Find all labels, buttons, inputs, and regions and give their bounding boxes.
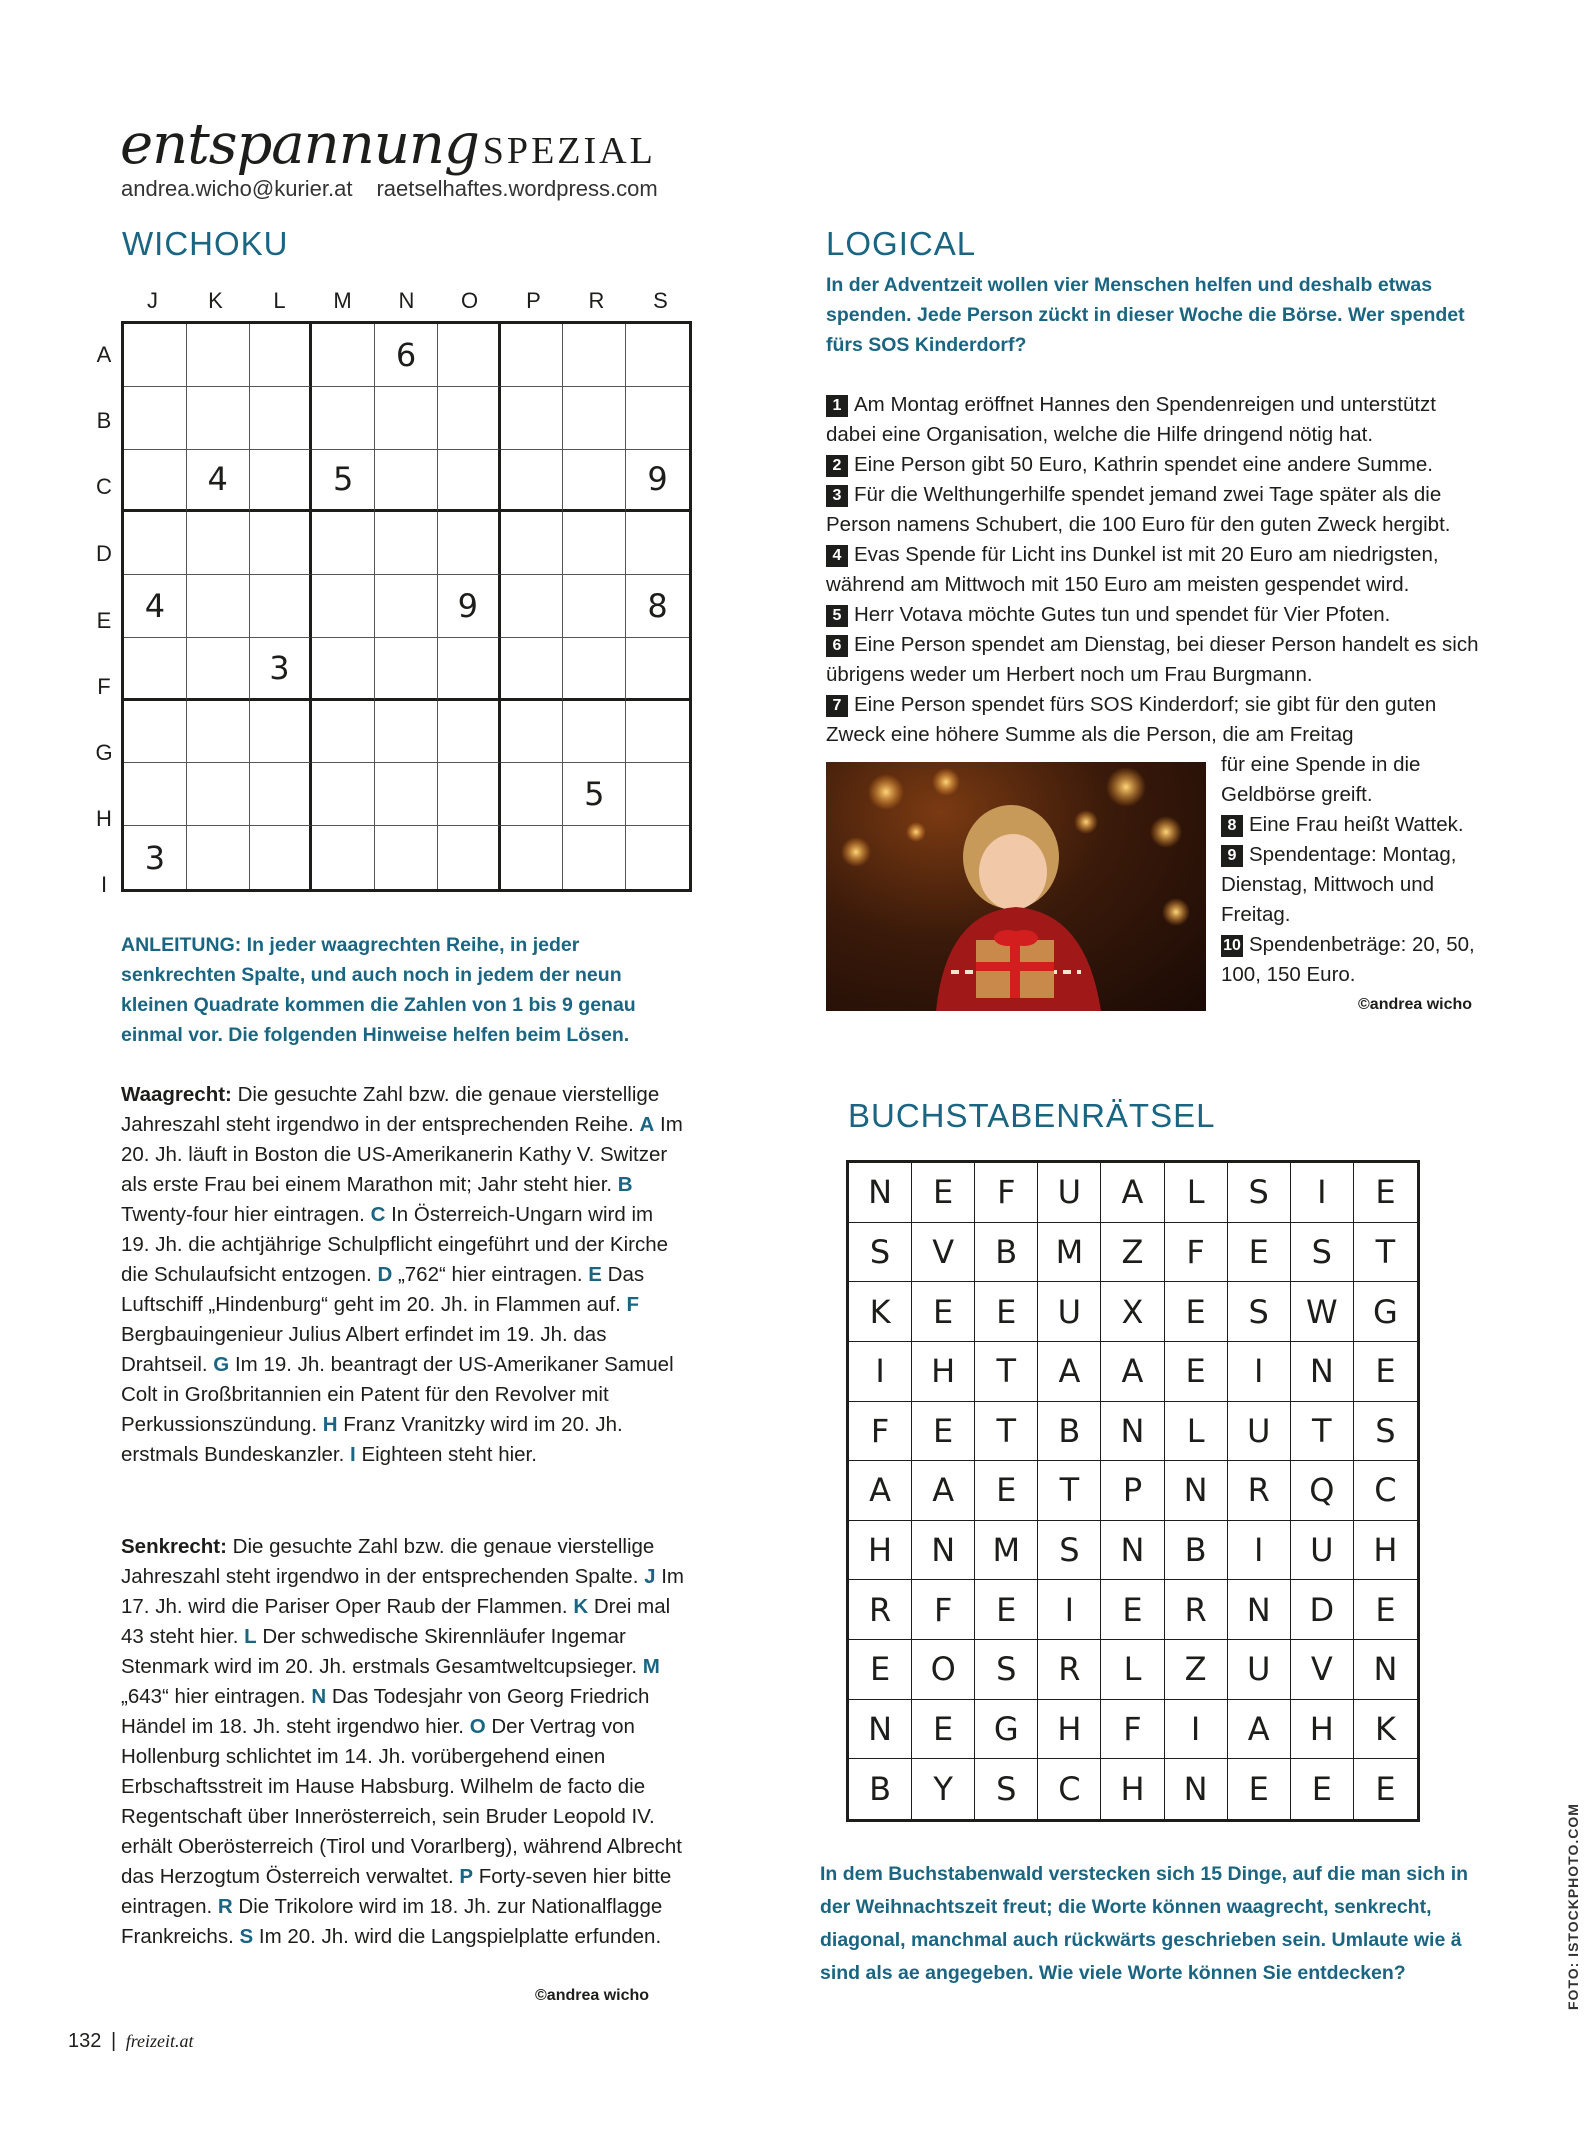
letter-cell[interactable]: Z	[1101, 1223, 1164, 1283]
clue-letter: H	[322, 1413, 338, 1436]
wichoku-grid	[121, 321, 692, 892]
letter-cell[interactable]: H	[1354, 1521, 1417, 1581]
sudoku-cell[interactable]: 5	[312, 450, 375, 513]
row-label: H	[96, 806, 112, 831]
letter-cell[interactable]: L	[1165, 1402, 1228, 1462]
hint-number: 6	[826, 635, 848, 657]
logical-hint	[826, 600, 1486, 630]
sudoku-cell[interactable]	[438, 826, 501, 889]
sudoku-cell[interactable]	[563, 450, 626, 513]
letter-cell[interactable]: T	[1354, 1223, 1417, 1283]
sudoku-cell[interactable]	[375, 701, 438, 764]
sudoku-cell[interactable]	[187, 575, 250, 638]
logical-hint	[1221, 930, 1491, 990]
hint-text: Spendenbeträge: 20, 50, 100, 150 Euro.	[1221, 933, 1475, 986]
sudoku-cell[interactable]	[187, 512, 250, 575]
sudoku-cell[interactable]	[312, 763, 375, 826]
letter-cell[interactable]: E	[975, 1461, 1038, 1521]
hint-number: 5	[826, 605, 848, 627]
clue-letter: M	[642, 1655, 660, 1678]
photo-credit: FOTO: ISTOCKPHOTO.COM	[1565, 1803, 1581, 2010]
sudoku-cell[interactable]	[563, 638, 626, 701]
hint-number: 10	[1221, 935, 1243, 957]
sudoku-cell[interactable]	[250, 826, 313, 889]
sudoku-cell[interactable]	[501, 387, 564, 450]
letter-cell[interactable]: F	[849, 1402, 912, 1462]
letter-cell[interactable]: T	[1291, 1402, 1354, 1462]
sudoku-cell[interactable]	[563, 701, 626, 764]
letter-cell[interactable]: S	[1228, 1163, 1291, 1223]
letter-cell[interactable]: S	[1038, 1521, 1101, 1581]
letter-cell[interactable]: B	[1038, 1402, 1101, 1462]
magazine-name: freizeit.at	[125, 2031, 194, 2051]
column-label: M	[333, 288, 352, 313]
sudoku-cell[interactable]: 5	[563, 763, 626, 826]
sudoku-cell[interactable]	[375, 826, 438, 889]
clue-letter: G	[213, 1353, 230, 1376]
sudoku-cell[interactable]	[187, 701, 250, 764]
letter-cell[interactable]: M	[1038, 1223, 1101, 1283]
logical-hint	[826, 630, 1486, 690]
clue-text: Drei mal 43 steht hier.	[121, 1595, 671, 1648]
letter-cell[interactable]: N	[1354, 1640, 1417, 1700]
sudoku-cell[interactable]	[438, 638, 501, 701]
sudoku-cell[interactable]	[438, 324, 501, 387]
letter-cell[interactable]: G	[975, 1700, 1038, 1760]
letter-cell[interactable]: F	[912, 1580, 975, 1640]
letter-grid	[846, 1160, 1420, 1822]
column-label: S	[653, 288, 668, 313]
senkrecht-label: Senkrecht:	[121, 1535, 227, 1558]
letter-cell[interactable]: A	[849, 1461, 912, 1521]
letter-cell[interactable]: O	[912, 1640, 975, 1700]
sudoku-cell[interactable]	[312, 324, 375, 387]
column-label: N	[398, 288, 415, 313]
clue-letter: J	[644, 1565, 656, 1588]
letter-cell[interactable]: E	[1375, 1770, 1396, 1809]
letter-cell[interactable]: T	[1038, 1461, 1101, 1521]
letter-cell[interactable]: F	[1165, 1223, 1228, 1283]
letter-cell[interactable]: N	[1228, 1580, 1291, 1640]
letter-cell[interactable]: A	[1038, 1342, 1101, 1402]
sudoku-cell[interactable]	[312, 387, 375, 450]
clue-text: Im 20. Jh. wird die Langspielplatte erfunden.	[258, 1925, 662, 1948]
letter-cell[interactable]: N	[849, 1700, 912, 1760]
row-label: B	[96, 408, 112, 433]
author-website[interactable]: raetselhaftes.wordpress.com	[376, 176, 658, 201]
column-label: L	[273, 288, 286, 313]
clue-letter: I	[350, 1443, 356, 1466]
letter-cell[interactable]: E	[912, 1700, 975, 1760]
clue-letter: N	[311, 1685, 327, 1708]
letter-cell[interactable]: I	[1165, 1700, 1228, 1760]
row-label: A	[96, 342, 112, 367]
sudoku-cell[interactable]	[250, 450, 313, 513]
clue-letter: B	[617, 1173, 633, 1196]
hint-number: 3	[826, 485, 848, 507]
sudoku-cell[interactable]: 3	[124, 826, 187, 889]
letter-cell[interactable]: H	[1038, 1700, 1101, 1760]
letter-cell[interactable]: S	[849, 1223, 912, 1283]
sudoku-cell[interactable]	[250, 701, 313, 764]
letter-cell[interactable]: T	[975, 1402, 1038, 1462]
letter-cell[interactable]: E	[1101, 1580, 1164, 1640]
row-label: I	[100, 872, 108, 897]
sudoku-cell[interactable]	[375, 638, 438, 701]
sudoku-cell[interactable]	[375, 387, 438, 450]
clue-letter: D	[377, 1263, 393, 1286]
sudoku-cell[interactable]	[312, 575, 375, 638]
letter-cell[interactable]: N	[912, 1521, 975, 1581]
page-footer	[68, 2030, 194, 2053]
letter-cell[interactable]: I	[1228, 1342, 1291, 1402]
letter-cell[interactable]: H	[912, 1342, 975, 1402]
wichoku-instructions: ANLEITUNG: In jeder waagrechten Reihe, in jeder senkrechten Spalte, und auch noch in jedem der neun kleinen Quadrate kommen die Zahlen von 1 bis 9 genau einmal vor. Die folgenden Hinweise helfen beim Lösen.	[121, 934, 636, 1046]
clue-letter: S	[239, 1925, 254, 1948]
letter-cell[interactable]: X	[1101, 1282, 1164, 1342]
clue-text: Bergbauingenieur Julius Albert erfindet im 19. Jh. das Drahtseil.	[121, 1323, 607, 1376]
sudoku-cell[interactable]	[124, 763, 187, 826]
author-email[interactable]: andrea.wicho@kurier.at	[121, 176, 353, 201]
sudoku-cell[interactable]	[187, 763, 250, 826]
logical-title: LOGICAL	[826, 225, 977, 262]
sudoku-cell[interactable]	[501, 450, 564, 513]
logical-hints-continued	[1221, 750, 1491, 990]
clue-letter: F	[626, 1293, 640, 1316]
sudoku-cell[interactable]	[124, 324, 187, 387]
waagrecht-label: Waagrecht:	[121, 1083, 232, 1106]
row-label: E	[96, 608, 112, 633]
hint-text: Herr Votava möchte Gutes tun und spendet für Vier Pfoten.	[854, 603, 1391, 626]
sudoku-cell[interactable]: 6	[375, 324, 438, 387]
sudoku-cell[interactable]	[124, 450, 187, 513]
clue-letter: E	[588, 1263, 602, 1286]
column-label: R	[588, 288, 605, 313]
hint-text: Eine Person gibt 50 Euro, Kathrin spendet eine andere Summe.	[854, 453, 1433, 476]
clue-letter: L	[244, 1625, 257, 1648]
sudoku-cell[interactable]	[250, 763, 313, 826]
hint-text: Für die Welthungerhilfe spendet jemand zwei Tage später als die Person namens Schubert, die 100 Euro für den guten Zweck hergibt.	[826, 483, 1451, 536]
letter-cell[interactable]: A	[912, 1461, 975, 1521]
clue-text: Forty-seven hier bitte eintragen.	[121, 1865, 672, 1918]
letter-cell[interactable]: T	[975, 1342, 1038, 1402]
author-contacts	[121, 176, 658, 202]
logical-hint	[826, 480, 1486, 540]
sudoku-cell[interactable]	[563, 575, 626, 638]
letter-cell[interactable]: K	[849, 1282, 912, 1342]
logical-hint	[826, 450, 1486, 480]
letter-cell[interactable]: P	[1101, 1461, 1164, 1521]
sudoku-cell[interactable]	[250, 575, 313, 638]
letter-cell[interactable]: U	[1038, 1163, 1101, 1223]
sudoku-cell[interactable]	[626, 638, 689, 701]
clue-letter: P	[459, 1865, 474, 1888]
letter-cell[interactable]: H	[849, 1521, 912, 1581]
letter-cell[interactable]: E	[912, 1282, 975, 1342]
clue-text: Das Todesjahr von Georg Friedrich Händel im 18. Jh. steht irgendwo hier.	[121, 1685, 650, 1738]
sudoku-cell[interactable]	[626, 324, 689, 387]
letter-cell[interactable]: S	[1354, 1402, 1417, 1462]
sudoku-cell[interactable]	[187, 324, 250, 387]
letter-cell[interactable]: M	[975, 1521, 1038, 1581]
sudoku-cell[interactable]	[438, 450, 501, 513]
letter-cell[interactable]: B	[975, 1223, 1038, 1283]
logical-copyright: ©andrea wicho	[1358, 996, 1473, 1013]
logical-hint	[1221, 750, 1491, 810]
letter-cell[interactable]: Q	[1291, 1461, 1354, 1521]
letter-cell[interactable]: E	[975, 1282, 1038, 1342]
sudoku-cell[interactable]	[312, 701, 375, 764]
sudoku-cell[interactable]	[563, 826, 626, 889]
sudoku-cell[interactable]	[501, 638, 564, 701]
sudoku-cell[interactable]	[124, 387, 187, 450]
clue-text: Das Luftschiff „Hindenburg“ geht im 20. Jh. in Flammen auf.	[121, 1263, 645, 1316]
letter-cell[interactable]: R	[1038, 1640, 1101, 1700]
clue-text: Die Trikolore wird im 18. Jh. zur Nationalflagge Frankreichs.	[121, 1895, 663, 1948]
letter-cell[interactable]: B	[1165, 1521, 1228, 1581]
christmas-photo	[826, 762, 1206, 1011]
sudoku-cell[interactable]	[563, 387, 626, 450]
letter-cell[interactable]: N	[849, 1163, 912, 1223]
letter-cell[interactable]: A	[1101, 1163, 1164, 1223]
letter-cell[interactable]: E	[1354, 1163, 1417, 1223]
letter-cell[interactable]: D	[1291, 1580, 1354, 1640]
column-label: J	[147, 288, 158, 313]
clue-letter: R	[217, 1895, 233, 1918]
row-label: D	[96, 541, 112, 566]
sudoku-cell[interactable]	[312, 512, 375, 575]
hint-number: 1	[826, 395, 848, 417]
logical-hint	[1221, 810, 1491, 840]
clue-text: „643“ hier eintragen.	[121, 1685, 306, 1708]
page-number: 132	[68, 2030, 102, 2052]
sudoku-cell[interactable]: 9	[626, 450, 689, 513]
sudoku-cell[interactable]	[501, 324, 564, 387]
sudoku-cell[interactable]: 4	[187, 450, 250, 513]
clue-text: Der Vertrag von Hollenburg schlichtet im 14. Jh. vorübergehend einen Erbschaftsstreit im Hause Habsburg. Wilhelm de facto die Regentschaft über Innerösterreich, sein Bruder Leopold IV. erhält Oberösterreich (Tirol und Vorarlberg), während Albrecht das Herzogtum Österreich verwaltet.	[121, 1715, 682, 1888]
letter-cell[interactable]: A	[1101, 1342, 1164, 1402]
logical-hint	[1221, 840, 1491, 930]
logical-hint	[826, 690, 1486, 750]
sudoku-cell[interactable]	[124, 638, 187, 701]
clue-letter: C	[370, 1203, 386, 1226]
letter-cell[interactable]: Z	[1165, 1640, 1228, 1700]
sudoku-cell[interactable]	[375, 512, 438, 575]
clue-text: Der schwedische Skirennläufer Ingemar Stenmark wird im 20. Jh. erstmals Gesamtweltcupsieger.	[121, 1625, 638, 1678]
letter-cell[interactable]: I	[1038, 1580, 1101, 1640]
letter-cell[interactable]: E	[1165, 1342, 1228, 1402]
clue-letter: A	[639, 1113, 655, 1136]
clue-text: Im 17. Jh. wird die Pariser Oper Raub der Flammen.	[121, 1565, 684, 1618]
letter-cell[interactable]: I	[1291, 1163, 1354, 1223]
letter-cell[interactable]: U	[1038, 1282, 1101, 1342]
senkrecht-clues	[121, 1532, 686, 1952]
letter-cell[interactable]: L	[1101, 1640, 1164, 1700]
clue-text: Im 20. Jh. läuft in Boston die US-Amerikanerin Kathy V. Switzer als erste Frau bei einem Marathon mit; Jahr steht hier.	[121, 1113, 683, 1196]
sudoku-cell[interactable]	[501, 763, 564, 826]
row-label: C	[96, 474, 112, 499]
sudoku-cell[interactable]	[626, 701, 689, 764]
wichoku-copyright: ©andrea wicho	[535, 1987, 650, 2004]
letter-cell[interactable]: W	[1291, 1282, 1354, 1342]
letter-cell[interactable]: U	[1228, 1640, 1291, 1700]
letter-cell[interactable]: E	[1354, 1580, 1417, 1640]
hint-number: 2	[826, 455, 848, 477]
letter-cell[interactable]: L	[1165, 1163, 1228, 1223]
sudoku-cell[interactable]	[501, 575, 564, 638]
column-label: K	[208, 288, 223, 313]
sudoku-cell[interactable]	[375, 575, 438, 638]
sudoku-cell[interactable]	[250, 324, 313, 387]
clue-text: „762“ hier eintragen.	[397, 1263, 583, 1286]
hint-text: für eine Spende in die Geldbörse greift.	[1221, 753, 1421, 806]
waagrecht-intro: Die gesuchte Zahl bzw. die genaue vierstellige Jahreszahl steht irgendwo in der entsprechenden Reihe.	[121, 1083, 660, 1136]
letter-cell[interactable]: F	[1101, 1700, 1164, 1760]
row-label: F	[97, 674, 111, 699]
sudoku-cell[interactable]	[438, 387, 501, 450]
letter-cell[interactable]: N	[1101, 1402, 1164, 1462]
letter-cell[interactable]: E	[1165, 1282, 1228, 1342]
letter-cell[interactable]: E	[1354, 1342, 1417, 1402]
sudoku-cell[interactable]: 4	[124, 575, 187, 638]
letter-cell[interactable]: B	[849, 1759, 912, 1819]
letter-cell[interactable]: F	[975, 1163, 1038, 1223]
letter-cell[interactable]: N	[1291, 1342, 1354, 1402]
hint-text: Spendentage: Montag, Dienstag, Mittwoch und Freitag.	[1221, 843, 1457, 926]
letter-cell[interactable]: V	[912, 1223, 975, 1283]
letter-cell[interactable]: N	[1165, 1759, 1228, 1819]
hint-number: 7	[826, 695, 848, 717]
letter-cell[interactable]: K	[1354, 1700, 1417, 1760]
section-spezial-label: SPEZIAL	[482, 130, 656, 172]
senkrecht-intro: Die gesuchte Zahl bzw. die genaue vierstellige Jahreszahl steht irgendwo in der entsprechenden Spalte.	[121, 1535, 655, 1588]
clue-text: In Österreich-Ungarn wird im 19. Jh. die achtjährige Schulpflicht eingeführt und der Kirche die Schulaufsicht entzogen.	[121, 1203, 669, 1286]
sudoku-cell[interactable]: 9	[438, 575, 501, 638]
girl-with-gift-image	[826, 762, 1206, 1011]
wichoku-title: WICHOKU	[122, 225, 289, 262]
magazine-section-title	[120, 112, 656, 177]
hint-text: Eine Person spendet am Dienstag, bei dieser Person handelt es sich übrigens weder um Herbert noch um Frau Burgmann.	[826, 633, 1479, 686]
buchstaben-title: BUCHSTABENRÄTSEL	[848, 1097, 1216, 1134]
clue-letter: K	[573, 1595, 589, 1618]
sudoku-cell[interactable]	[626, 387, 689, 450]
letter-cell[interactable]: E	[975, 1580, 1038, 1640]
logical-hint	[826, 390, 1486, 450]
sudoku-cell[interactable]	[187, 387, 250, 450]
section-script-title: entspannung	[120, 112, 479, 177]
column-label: O	[460, 288, 479, 313]
letter-cell[interactable]: R	[1228, 1461, 1291, 1521]
waagrecht-clues	[121, 1080, 686, 1470]
hint-text: Am Montag eröffnet Hannes den Spendenreigen und unterstützt dabei eine Organisation, welche die Hilfe dringend nötig hat.	[826, 393, 1436, 446]
sudoku-cell[interactable]	[501, 512, 564, 575]
letter-cell[interactable]: S	[1228, 1282, 1291, 1342]
letter-cell[interactable]: I	[849, 1342, 912, 1402]
letter-cell[interactable]: A	[1228, 1700, 1291, 1760]
letter-cell[interactable]: R	[849, 1580, 912, 1640]
sudoku-cell[interactable]	[250, 512, 313, 575]
sudoku-cell[interactable]	[626, 826, 689, 889]
clue-text: Twenty-four hier eintragen.	[121, 1203, 365, 1226]
letter-cell[interactable]: S	[1291, 1223, 1354, 1283]
letter-cell[interactable]: N	[1165, 1461, 1228, 1521]
hint-number: 8	[1221, 815, 1243, 837]
sudoku-cell[interactable]	[312, 638, 375, 701]
hint-number: 9	[1221, 845, 1243, 867]
senkrecht-clue-list	[121, 1565, 684, 1948]
logical-intro: In der Adventzeit wollen vier Menschen helfen und deshalb etwas spenden. Jede Person zückt in dieser Woche die Börse. Wer spendet fürs SOS Kinderdorf?	[826, 274, 1465, 356]
letter-cell[interactable]: C	[1038, 1759, 1101, 1819]
letter-cell[interactable]: N	[1101, 1521, 1164, 1581]
letter-cell[interactable]: S	[975, 1759, 1038, 1819]
hint-text: Evas Spende für Licht ins Dunkel ist mit 20 Euro am niedrigsten, während am Mittwoch mit 150 Euro am meisten gespendet wird.	[826, 543, 1439, 596]
letter-cell[interactable]: H	[1101, 1759, 1164, 1819]
sudoku-cell[interactable]	[187, 638, 250, 701]
sudoku-cell[interactable]	[563, 512, 626, 575]
clue-text: Eighteen steht hier.	[361, 1443, 537, 1466]
row-label: G	[95, 740, 113, 765]
clue-text: Im 19. Jh. beantragt der US-Amerikaner Samuel Colt in Großbritannien ein Patent für den Revolver mit Perkussionszündung.	[121, 1353, 674, 1436]
sudoku-cell[interactable]	[250, 387, 313, 450]
sudoku-cell[interactable]	[312, 826, 375, 889]
hint-text: Eine Person spendet fürs SOS Kinderdorf; sie gibt für den guten Zweck eine höhere Summe als die Person, die am Freitag	[826, 693, 1437, 746]
buchstaben-description: In dem Buchstabenwald verstecken sich 15 Dinge, auf die man sich in der Weihnachtszeit freut; die Worte können waagrecht, senkrecht, diagonal, manchmal auch rückwärts geschrieben sein. Umlaute wie ä sind als ae angegeben. Wie viele Worte können Sie entdecken?	[820, 1863, 1469, 1984]
sudoku-cell[interactable]	[438, 512, 501, 575]
sudoku-cell[interactable]	[626, 512, 689, 575]
sudoku-cell[interactable]	[375, 763, 438, 826]
sudoku-cell[interactable]	[375, 450, 438, 513]
letter-cell[interactable]: E	[849, 1640, 912, 1700]
letter-cell[interactable]: I	[1228, 1521, 1291, 1581]
sudoku-cell[interactable]	[124, 512, 187, 575]
sudoku-cell[interactable]	[438, 763, 501, 826]
letter-cell[interactable]: C	[1354, 1461, 1417, 1521]
clue-text: Franz Vranitzky wird im 20. Jh. erstmals Bundeskanzler.	[121, 1413, 623, 1466]
waagrecht-clue-list	[121, 1113, 683, 1466]
clue-letter: O	[469, 1715, 486, 1738]
letter-cell[interactable]: U	[1291, 1521, 1354, 1581]
sudoku-cell[interactable]	[501, 701, 564, 764]
letter-cell[interactable]: G	[1354, 1282, 1417, 1342]
sudoku-cell[interactable]	[501, 826, 564, 889]
letter-cell[interactable]: V	[1291, 1640, 1354, 1700]
sudoku-cell[interactable]	[626, 763, 689, 826]
column-label: P	[526, 288, 541, 313]
hint-number: 4	[826, 545, 848, 567]
letter-cell[interactable]: Y	[912, 1759, 975, 1819]
letter-cell[interactable]: E	[912, 1402, 975, 1462]
footer-separator: |	[110, 2030, 117, 2052]
letter-cell[interactable]: E	[912, 1163, 975, 1223]
letter-cell[interactable]: S	[975, 1640, 1038, 1700]
hint-text: Eine Frau heißt Wattek.	[1249, 813, 1464, 836]
logical-hints	[826, 390, 1486, 750]
letter-cell[interactable]: U	[1228, 1402, 1291, 1462]
letter-cell[interactable]: E	[1291, 1759, 1354, 1819]
sudoku-cell[interactable]	[124, 701, 187, 764]
letter-cell[interactable]: E	[1228, 1223, 1291, 1283]
sudoku-cell[interactable]	[563, 324, 626, 387]
sudoku-cell[interactable]	[438, 701, 501, 764]
letter-cell[interactable]: R	[1165, 1580, 1228, 1640]
logical-hint	[826, 540, 1486, 600]
letter-cell[interactable]: H	[1291, 1700, 1354, 1760]
sudoku-cell[interactable]	[187, 826, 250, 889]
sudoku-cell[interactable]: 3	[250, 638, 313, 701]
sudoku-cell[interactable]: 8	[626, 575, 689, 638]
letter-cell[interactable]: E	[1228, 1759, 1291, 1819]
